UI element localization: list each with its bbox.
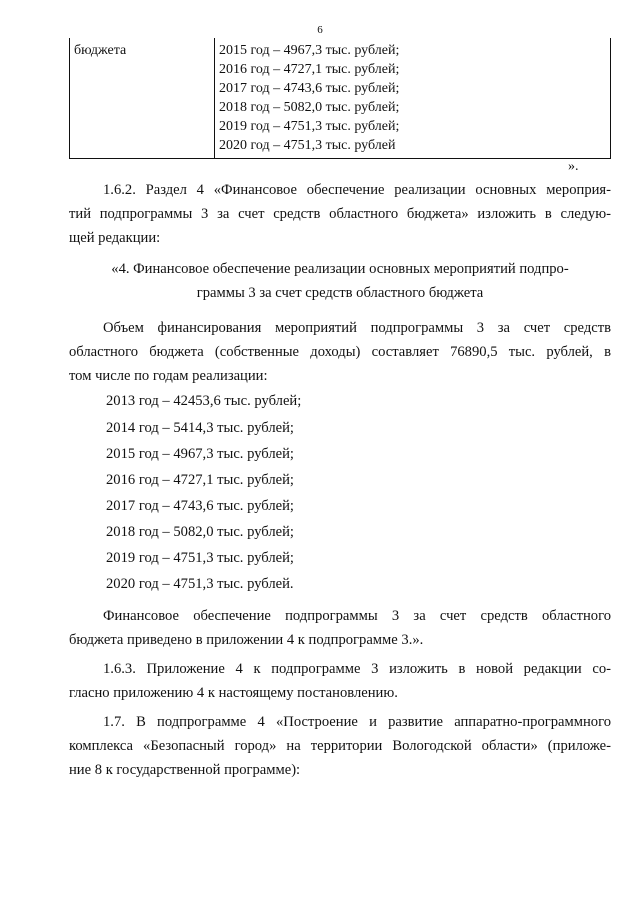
year-amount-line: 2020 год – 4751,3 тыс. рублей. xyxy=(106,576,294,592)
paragraph-line: 1.6.3. Приложение 4 к подпрограмме 3 изложить в новой редакции со- xyxy=(103,661,611,677)
budget-table xyxy=(69,38,611,159)
paragraph-line: 1.6.2. Раздел 4 «Финансовое обеспечение реализации основных мероприя- xyxy=(103,182,611,198)
volume-paragraph xyxy=(69,316,611,388)
year-amount-line: 2015 год – 4967,3 тыс. рублей; xyxy=(106,446,294,462)
paragraph-line: щей редакции: xyxy=(69,230,161,246)
financing-paragraph xyxy=(69,604,611,652)
table-value-line: 2017 год – 4743,6 тыс. рублей; xyxy=(219,81,400,96)
year-amount-line: 2014 год – 5414,3 тыс. рублей; xyxy=(106,420,294,436)
table-value-line: 2020 год – 4751,3 тыс. рублей xyxy=(219,138,396,153)
heading-line: граммы 3 за счет средств областного бюджета xyxy=(196,285,484,301)
paragraph-1-6-3 xyxy=(69,657,611,705)
paragraph-line: ние 8 к государственной программе): xyxy=(69,762,301,778)
page-number: 6 xyxy=(317,24,323,36)
paragraph-line: гласно приложению 4 к настоящему постановлению. xyxy=(69,685,398,701)
paragraph-line: областного бюджета (собственные доходы) составляет 76890,5 тыс. рублей, в xyxy=(69,344,611,360)
table-value-line: 2016 год – 4727,1 тыс. рублей; xyxy=(219,62,400,77)
closing-quote: ». xyxy=(568,159,579,174)
paragraph-line: 1.7. В подпрограмме 4 «Построение и развитие аппаратно-программного xyxy=(103,714,611,730)
section-heading xyxy=(69,257,611,305)
year-amount-line: 2013 год – 42453,6 тыс. рублей; xyxy=(106,393,302,409)
table-row xyxy=(70,38,611,159)
paragraph-line: бюджета приведено в приложении 4 к подпрограмме 3.». xyxy=(69,632,424,648)
paragraph-line: тий подпрограммы 3 за счет средств областного бюджета» изложить в следую- xyxy=(69,206,611,222)
paragraph-line: Финансовое обеспечение подпрограммы 3 за счет средств областного xyxy=(103,608,611,624)
year-amount-line: 2017 год – 4743,6 тыс. рублей; xyxy=(106,498,294,514)
year-amount-line: 2019 год – 4751,3 тыс. рублей; xyxy=(106,550,294,566)
paragraph-line: комплекса «Безопасный город» на территории Вологодской области» (приложе- xyxy=(69,738,611,754)
heading-line: «4. Финансовое обеспечение реализации основных мероприятий подпро- xyxy=(111,261,569,277)
table-value-line: 2015 год – 4967,3 тыс. рублей; xyxy=(219,43,400,58)
year-amount-line: 2016 год – 4727,1 тыс. рублей; xyxy=(106,472,294,488)
paragraph-line: Объем финансирования мероприятий подпрограммы 3 за счет средств xyxy=(103,320,611,336)
table-value-line: 2019 год – 4751,3 тыс. рублей; xyxy=(219,119,400,134)
paragraph-1-6-2 xyxy=(69,178,611,250)
table-label-cell: бюджета xyxy=(70,38,215,159)
table-values-cell xyxy=(215,38,611,159)
year-amount-line: 2018 год – 5082,0 тыс. рублей; xyxy=(106,524,294,540)
paragraph-1-7 xyxy=(69,710,611,782)
paragraph-line: том числе по годам реализации: xyxy=(69,368,268,384)
table-value-line: 2018 год – 5082,0 тыс. рублей; xyxy=(219,100,400,115)
